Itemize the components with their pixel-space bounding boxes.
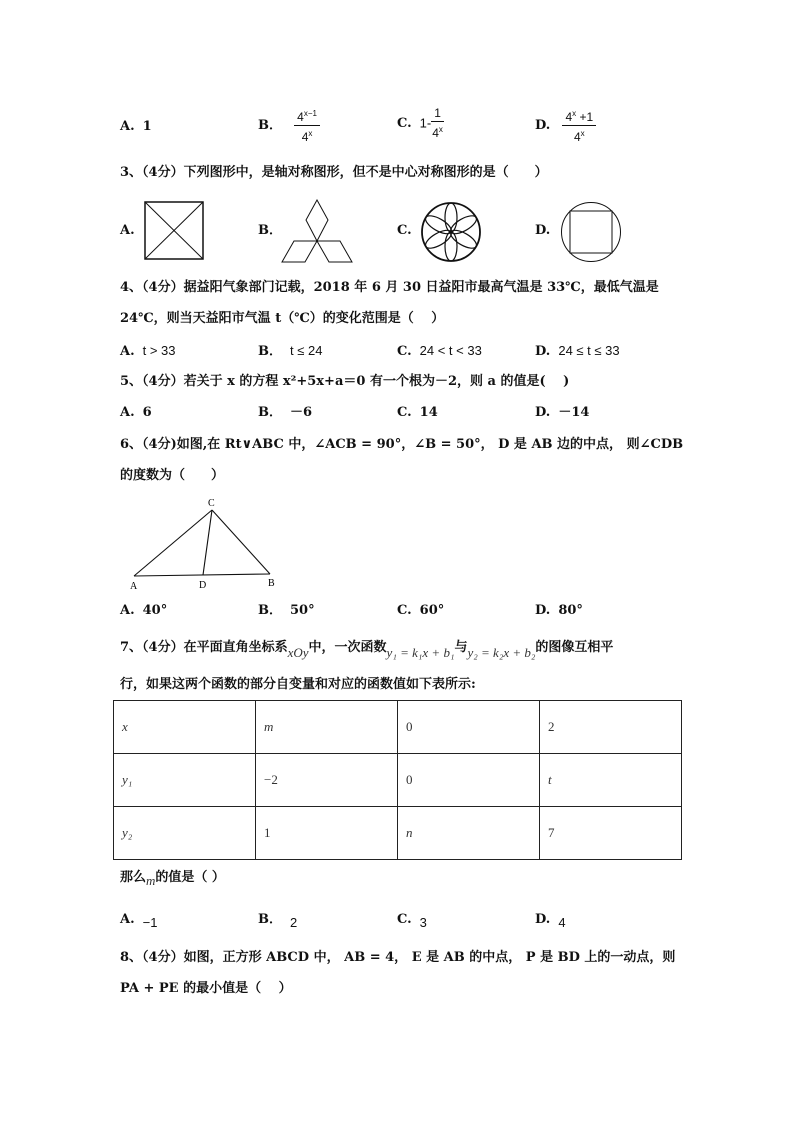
three-rhombuses-icon	[281, 199, 355, 263]
triangle-abc-figure	[120, 494, 290, 592]
q4-option-c: C. 24 < t < 33	[397, 343, 482, 359]
q3-stem: 3、（4分）下列图形中，是轴对称图形，但不是中心对称图形的是（ ）	[120, 165, 548, 180]
q4-stem-line1: 4、（4分）据益阳气象部门记载，2018 年 6 月 30 日益阳市最高气温是 33℃，最低气温是	[120, 280, 659, 295]
q4-stem-line2: 24℃，则当天益阳市气温 t（℃）的变化范围是（ ）	[120, 311, 445, 326]
table-row: y₂ 1 n 7	[114, 807, 682, 860]
q6-option-d: D. 80°	[535, 603, 583, 618]
q3-option-d: D.	[535, 223, 551, 238]
q5-option-d: D. －14	[535, 405, 590, 420]
fraction: $\frac{4^x +1}{4^x}$	[562, 106, 596, 145]
q8-stem-line1: 8、（4分）如图，正方形 ABCD 中， AB = 4， E 是 AB 的中点， P 是 BD 上的一动点，则	[120, 950, 676, 965]
q3-option-c: C.	[397, 223, 412, 238]
q7-option-d: D. 4	[535, 912, 566, 930]
q7-stem-line2: 行，如果这两个函数的部分自变量和对应的函数值如下表所示:	[120, 677, 476, 692]
svg-text:B: B	[268, 578, 275, 589]
square-with-diagonals-icon	[144, 201, 206, 261]
q5-option-c: C. 14	[397, 405, 438, 420]
q2-option-d: D. $\frac{4^x +1}{4^x}$	[535, 106, 596, 145]
q7-question: 那么m的值是（ ）	[120, 870, 225, 888]
svg-text:A: A	[130, 581, 138, 592]
circle-with-petals-icon	[420, 201, 482, 263]
q5-option-b: B． －6	[258, 405, 313, 420]
q5-option-a: A. 6	[120, 405, 152, 420]
svg-text:C: C	[208, 498, 215, 509]
q7-option-a: A. −1	[120, 912, 158, 930]
q7-option-b: B． 2	[258, 912, 298, 930]
q2-option-b: B． $\frac{4^{x-1}}{4^x}$	[258, 106, 320, 145]
q6-stem-line2: 的度数为（ ）	[120, 468, 225, 483]
q3-option-b: B．	[258, 223, 282, 238]
square-in-circle-icon	[560, 201, 622, 263]
fraction: $\frac{1}{4^x}$	[432, 106, 443, 140]
q4-option-a: A. t > 33	[120, 343, 176, 359]
q2-option-c: C. 1- $\frac{1}{4^x}$	[397, 106, 443, 140]
q8-stem-line2: PA + PE 的最小值是（ ）	[120, 981, 292, 996]
fraction: $\frac{4^{x-1}}{4^x}$	[294, 106, 320, 145]
q6-option-b: B． 50°	[258, 603, 315, 618]
q6-stem-line1: 6、（4分)如图,在 Rt∨ABC 中，∠ACB = 90°，∠B = 50°， D 是 AB 边的中点， 则∠CDB	[120, 437, 684, 452]
q3-option-a: A.	[120, 223, 135, 238]
q4-option-d: D. 24 ≤ t ≤ 33	[535, 343, 620, 359]
q5-stem: 5、（4分）若关于 x 的方程 x²+5x+a＝0 有一个根为－2，则 a 的值是( )	[120, 374, 570, 389]
table-row: y₁ −2 0 t	[114, 754, 682, 807]
q6-option-c: C. 60°	[397, 603, 445, 618]
q6-option-a: A. 40°	[120, 603, 168, 618]
table-row: x m 0 2	[114, 701, 682, 754]
svg-text:D: D	[199, 580, 207, 591]
q7-stem-line1: 7、（4分）在平面直角坐标系xOy中，一次函数y₁ = k₁x + b₁与y₂ = k₂x + b₂的图像互相平	[120, 640, 614, 660]
q2-option-a: A. 1	[120, 119, 152, 134]
q4-option-b: B． t ≤ 24	[258, 343, 323, 359]
q7-option-c: C. 3	[397, 912, 427, 930]
values-table	[113, 700, 682, 860]
